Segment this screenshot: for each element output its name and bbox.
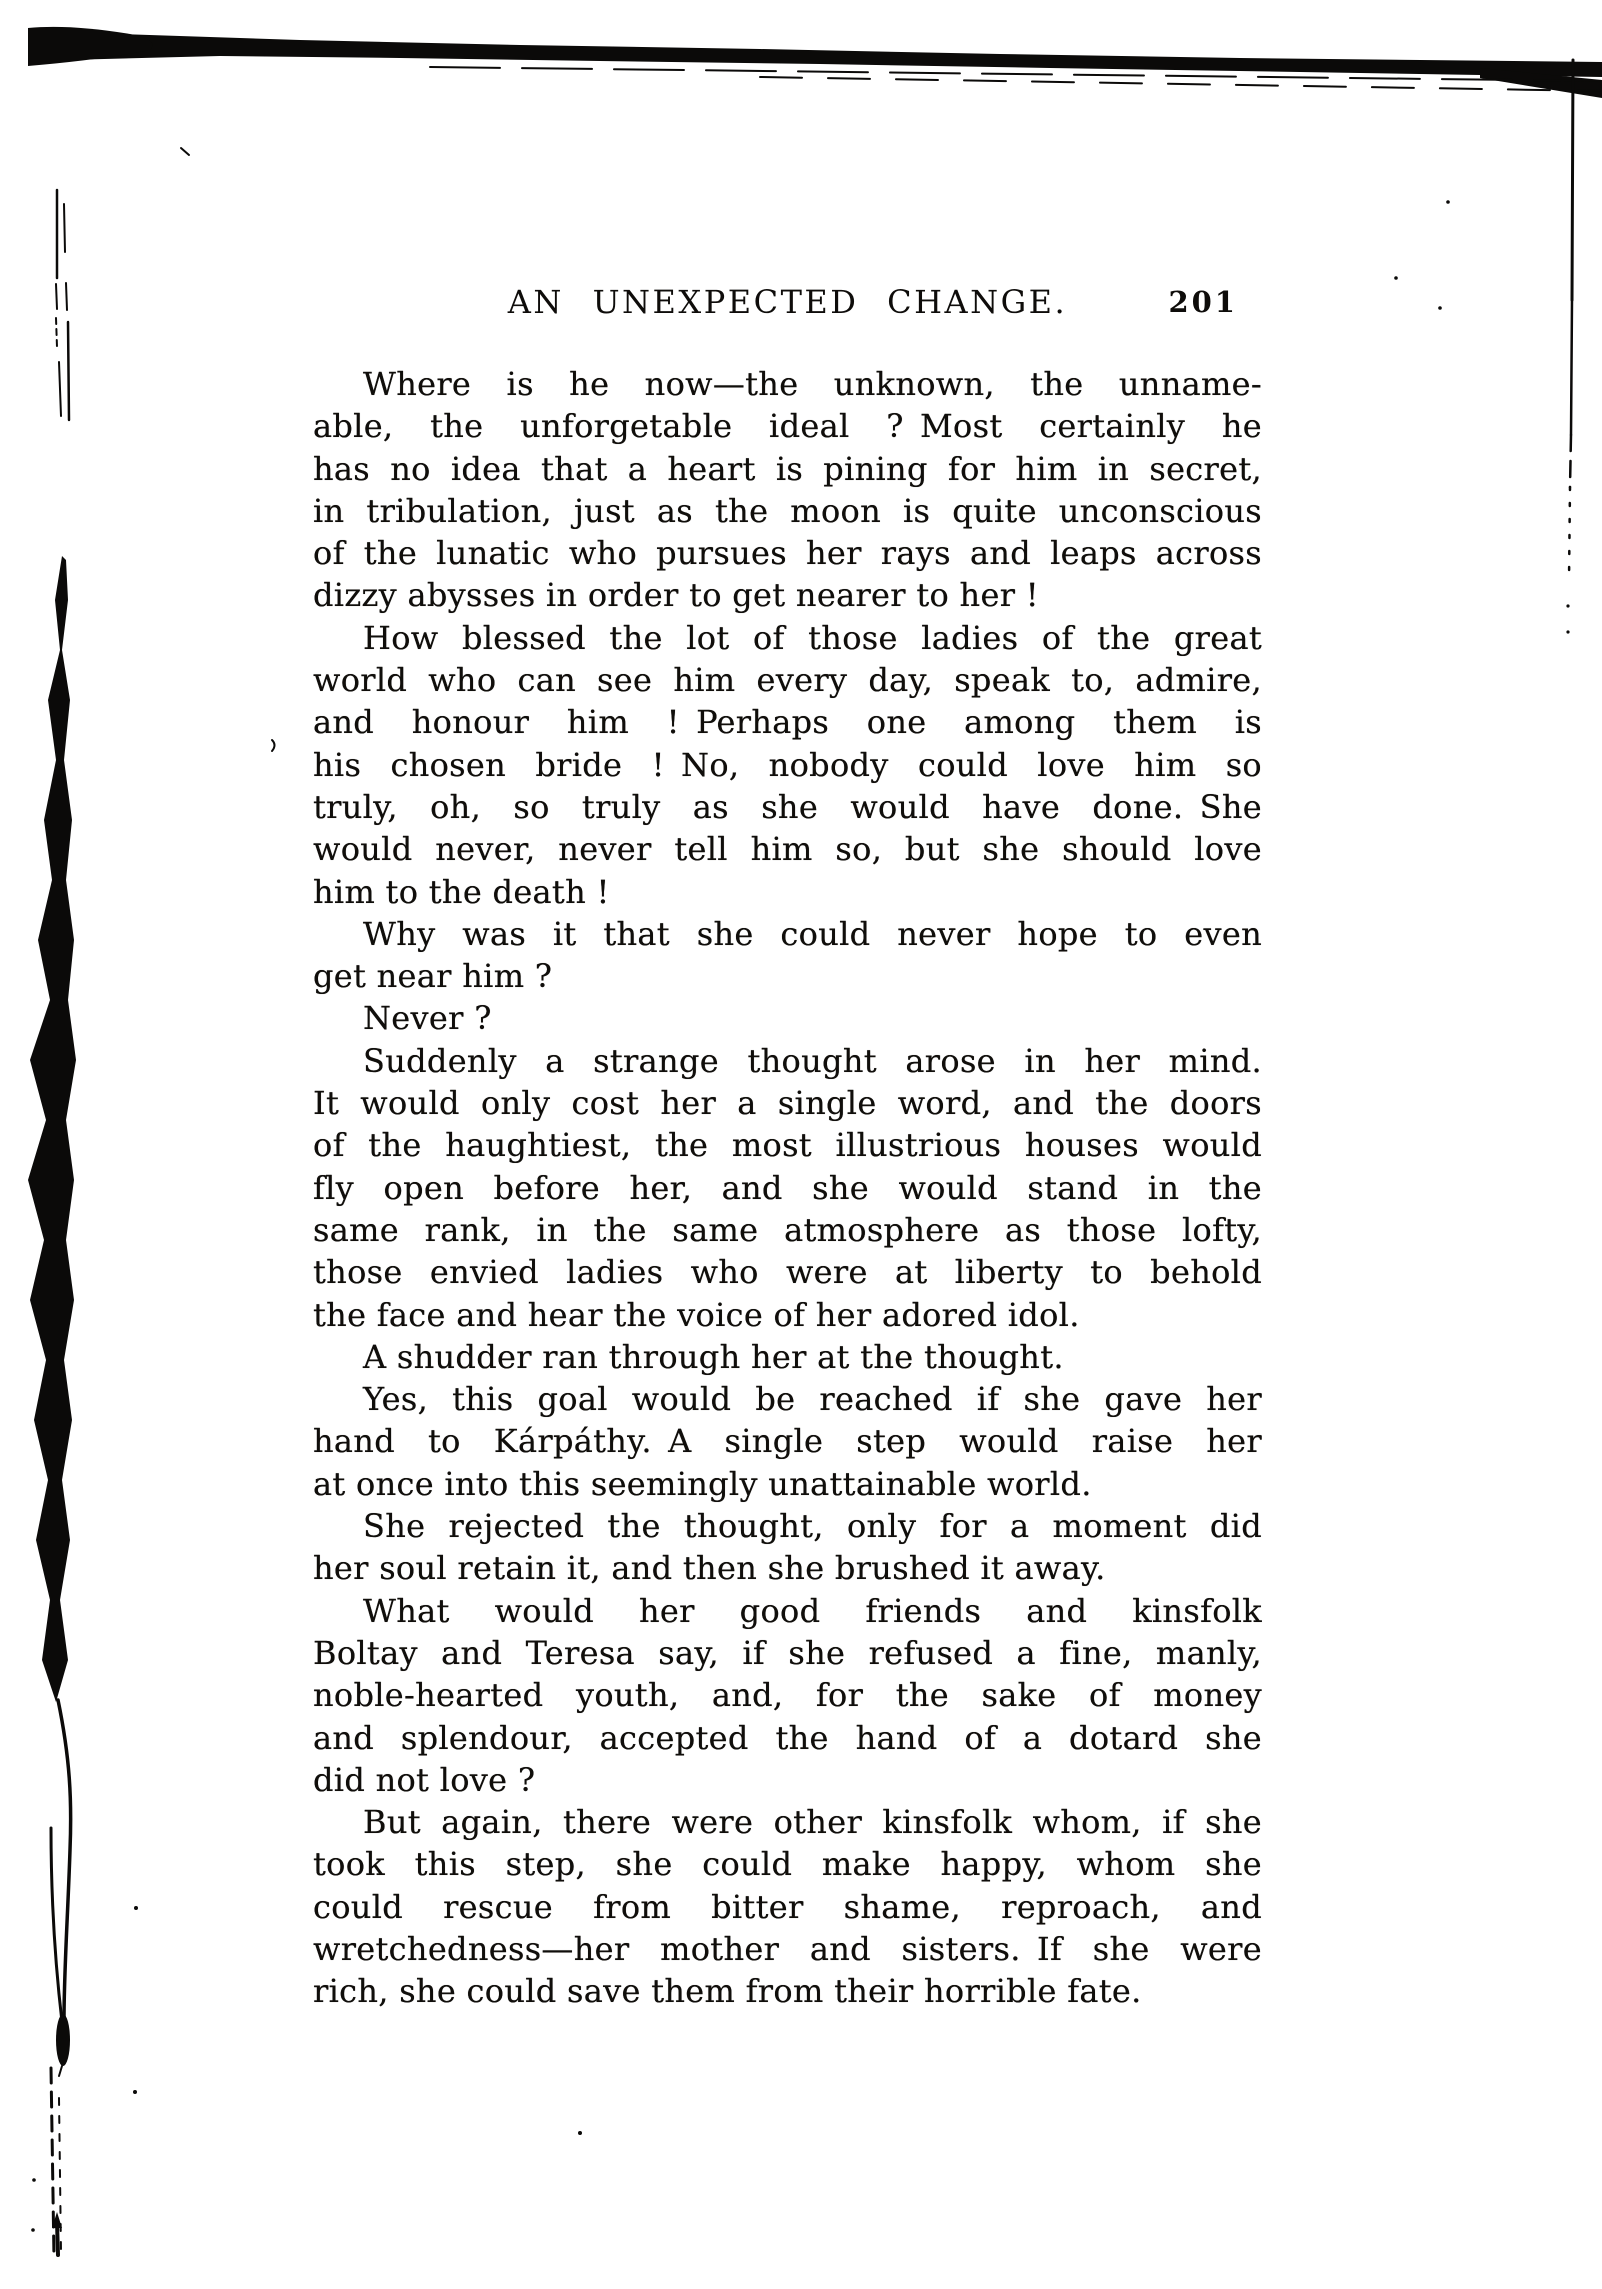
text-line: truly, oh, so truly as she would have done. She	[313, 787, 1262, 826]
text-line: and honour him ! Perhaps one among them is	[313, 703, 1262, 742]
text-line: his chosen bride ! No, nobody could love him so	[313, 745, 1262, 784]
ink-speck	[272, 740, 275, 751]
left-margin-scan-mark	[56, 318, 57, 347]
text-line: get near him ?	[313, 957, 553, 996]
bottom-left-arrow-head	[52, 2212, 62, 2228]
text-line: of the lunatic who pursues her rays and leaps across	[313, 534, 1262, 573]
left-margin-scan-mark	[56, 284, 57, 309]
text-line: wretchedness—her mother and sisters. If she were	[313, 1929, 1262, 1968]
text-line: rich, she could save them from their horrible fate.	[313, 1972, 1142, 2011]
text-line: of the haughtiest, the most illustrious houses would	[313, 1126, 1262, 1165]
paragraph	[313, 1505, 1262, 1590]
text-line: and splendour, accepted the hand of a dotard she	[313, 1718, 1262, 1757]
ink-speck	[32, 2178, 36, 2182]
top-edge-scan-bar	[28, 33, 1602, 77]
text-line: Boltay and Teresa say, if she refused a fine, manly,	[313, 1633, 1262, 1672]
ink-speck	[1438, 306, 1442, 310]
text-line: Yes, this goal would be reached if she gave her	[363, 1380, 1262, 1419]
ink-speck	[133, 2090, 137, 2094]
paragraph	[313, 617, 1262, 913]
text-line: at once into this seemingly unattainable world.	[313, 1464, 1092, 1503]
ink-speck	[134, 1906, 138, 1910]
bottom-left-scan-dashes	[51, 2068, 54, 2258]
text-line: noble-hearted youth, and, for the sake of money	[313, 1676, 1262, 1715]
text-line: fly open before her, and she would stand in the	[313, 1168, 1262, 1207]
paragraph	[313, 913, 1262, 998]
right-edge-scan-line	[1572, 60, 1573, 300]
right-edge-scan-line	[1571, 300, 1572, 435]
top-edge-right-thickening	[1480, 68, 1602, 98]
text-line: took this step, she could make happy, whom she	[313, 1845, 1262, 1884]
left-margin-scan-mark	[59, 362, 61, 416]
left-margin-scan-mark	[181, 148, 189, 155]
text-line: hand to Kárpáthy. A single step would raise her	[313, 1422, 1262, 1461]
text-line: her soul retain it, and then she brushed it away.	[313, 1549, 1106, 1588]
text-line: able, the unforgetable ideal ? Most certainly he	[313, 407, 1262, 446]
left-margin-scan-mark	[64, 204, 65, 252]
ink-speck	[1446, 200, 1450, 204]
text-line: could rescue from bitter shame, reproach, and	[313, 1887, 1262, 1926]
top-edge-scan-line	[430, 67, 1602, 81]
page-text	[313, 363, 1262, 2013]
text-line: It would only cost her a single word, and the doors	[313, 1084, 1262, 1123]
paragraph	[313, 1378, 1262, 1505]
paragraph	[313, 997, 1262, 1039]
text-line: Where is he now—the unknown, the unname-	[363, 365, 1262, 403]
left-margin-fork-curve	[58, 1700, 71, 2020]
text-line: dizzy abysses in order to get nearer to her !	[313, 576, 1039, 615]
ink-speck	[1566, 604, 1569, 607]
text-line: How blessed the lot of those ladies of the great	[363, 618, 1262, 657]
text-line: has no idea that a heart is pining for him in secret,	[313, 449, 1262, 488]
page-number: 201	[1168, 285, 1238, 319]
left-margin-fork-junction-blob	[56, 2014, 70, 2066]
text-line: those envied ladies who were at liberty to behold	[313, 1253, 1262, 1292]
ink-speck	[31, 2228, 35, 2232]
text-line: What would her good friends and kinsfolk	[363, 1591, 1262, 1630]
left-margin-scan-mark	[68, 322, 69, 420]
text-line: him to the death !	[313, 872, 610, 911]
text-line: Why was it that she could never hope to even	[363, 914, 1262, 953]
left-margin-fork-tail	[59, 2066, 62, 2076]
ink-speck	[1394, 276, 1398, 280]
text-line: A shudder ran through her at the thought.	[363, 1337, 1064, 1376]
text-line: But again, there were other kinsfolk whom, if she	[363, 1803, 1262, 1842]
running-title: AN UNEXPECTED CHANGE.	[507, 283, 1068, 321]
paragraph	[313, 1801, 1262, 2012]
page-text-block	[313, 283, 1262, 2013]
text-line: Suddenly a strange thought arose in her mind.	[363, 1041, 1262, 1080]
paragraph	[313, 1336, 1262, 1378]
ink-speck	[1566, 630, 1569, 633]
text-line: did not love ?	[313, 1760, 536, 1799]
ink-speck	[578, 2131, 582, 2135]
text-line: world who can see him every day, speak to, admire,	[313, 661, 1262, 700]
right-edge-scan-line-dashed	[1570, 435, 1571, 487]
text-line: She rejected the thought, only for a moment did	[363, 1507, 1262, 1546]
text-line: same rank, in the same atmosphere as those lofty,	[313, 1210, 1262, 1249]
text-line: would never, never tell him so, but she should love	[313, 830, 1262, 869]
page-header	[313, 283, 1262, 323]
top-edge-scan-blotch	[28, 27, 153, 66]
text-line: Never ?	[363, 999, 492, 1038]
right-edge-scan-line-dotted	[1569, 487, 1570, 580]
left-margin-scan-mark	[66, 283, 67, 310]
bottom-left-arrow-mark	[57, 2222, 58, 2255]
text-line: the face and hear the voice of her adored idol.	[313, 1295, 1080, 1334]
paragraph	[313, 1040, 1262, 1336]
bottom-left-scan-dashes	[59, 2098, 61, 2252]
left-margin-ink-blob	[28, 556, 76, 1702]
paragraph	[313, 1590, 1262, 1801]
text-line: in tribulation, just as the moon is quite unconscious	[313, 491, 1262, 530]
paragraph	[313, 363, 1262, 617]
top-edge-scan-line	[760, 77, 1602, 91]
left-margin-fork-curve	[51, 1828, 62, 2022]
